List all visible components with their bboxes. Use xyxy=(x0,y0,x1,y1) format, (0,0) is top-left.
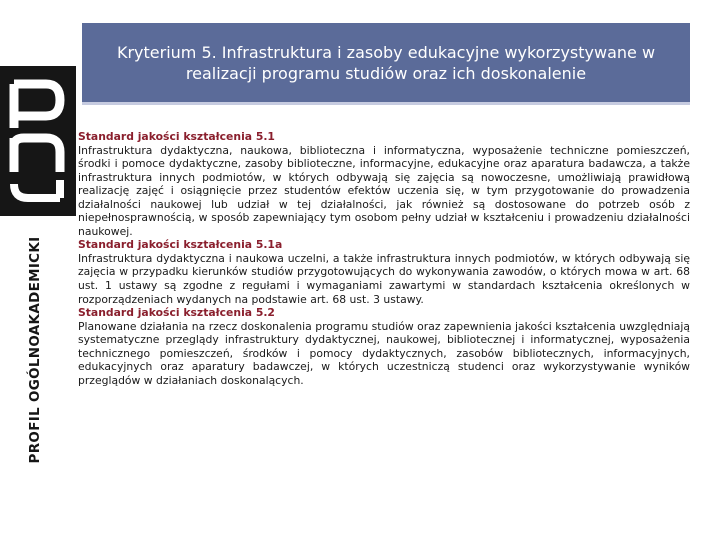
slide-title xyxy=(82,23,690,105)
profile-label: PROFIL OGÓLNOAKADEMICKI xyxy=(27,236,43,464)
slide-content xyxy=(78,130,690,387)
pka-logo-icon xyxy=(6,76,68,206)
standard-heading-5-1a: Standard jakości kształcenia 5.1a xyxy=(78,238,283,252)
standard-heading-5-2: Standard jakości kształcenia 5.2 xyxy=(78,306,275,320)
standard-text-5-1a: Infrastruktura dydaktyczna i naukowa uczelni, a także infrastruktura innych podmiotów, w których odbywają się zajęcia w przypadku kierunków studiów przygotowujących do wykonywania zawodów, o których mowa w art. 68 ust. 1 ustawy są zgodne z regułami i wymaganiami zawartymi w standardach kształcenia określonych w rozporządzeniach wydanych na podstawie art. 68 ust. 3 ustawy. xyxy=(78,251,690,306)
standard-text-5-2: Planowane działania na rzecz doskonalenia programu studiów oraz zapewnienia jakości kształcenia uwzględniają systematyczne przeglądy infrastruktury dydaktycznej, naukowej, bibliotecznej i informatycznej, wyposażenia technicznego pomieszczeń, środków i pomocy dydaktycznych, zasobów bibliotecznych, informacyjnych, edukacyjnych oraz aparatury badawczej, w których uczestniczą studenci oraz wykorzystywanie wyników przeglądów w działaniach doskonalących. xyxy=(78,319,690,387)
standard-heading-5-1: Standard jakości kształcenia 5.1 xyxy=(78,130,275,143)
slide-title-text: Kryterium 5. Infrastruktura i zasoby edukacyjne wykorzystywane w realizacji programu studiów oraz ich doskonalenie xyxy=(116,42,656,83)
standard-text-5-1: Infrastruktura dydaktyczna, naukowa, biblioteczna i informatyczna, wyposażenie techniczne pomieszczeń, środki i pomoce dydaktyczne, zasoby biblioteczne, informacyjne, edukacyjne oraz aparatura badawcza, a także infrastruktura innych podmiotów, w których odbywają się zajęcia są nowoczesne, umożliwiają prawidłową realizację zajęć i osiągnięcie przez studentów efektów uczenia się, w tym przygotowanie do prowadzenia działalności naukowej lub udział w tej działalności, jak również są dostosowane do potrzeb osób z niepełnosprawnością, w sposób zapewniający tym osobom pełny udział w kształceniu i prowadzeniu działalności naukowej. xyxy=(78,143,690,238)
